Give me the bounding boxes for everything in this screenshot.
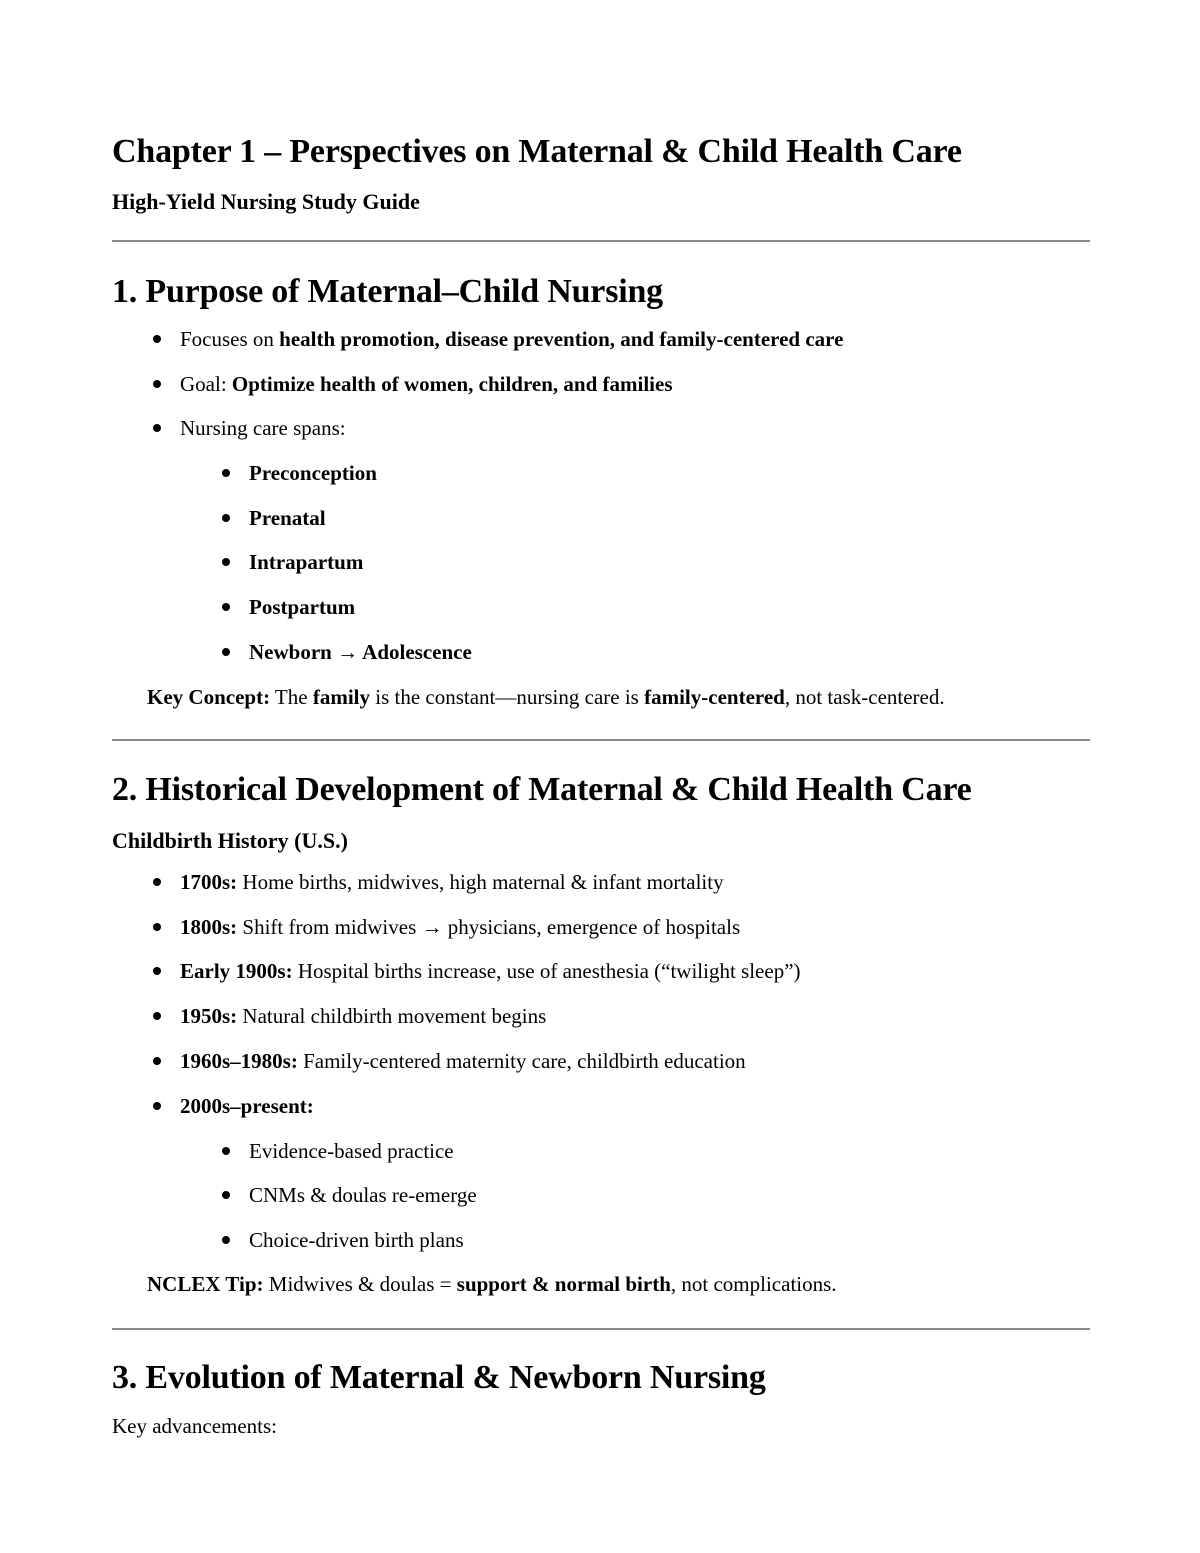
section-heading-purpose: 1. Purpose of Maternal–Child Nursing bbox=[112, 273, 663, 310]
sub-list-item: Preconception bbox=[249, 461, 377, 485]
list-item: Goal: Optimize health of women, children, and families bbox=[180, 372, 673, 396]
bullet-icon bbox=[222, 1236, 230, 1244]
document-subtitle: High-Yield Nursing Study Guide bbox=[112, 189, 420, 214]
bullet-icon bbox=[153, 424, 161, 432]
section-intro-text: Key advancements: bbox=[112, 1414, 278, 1438]
bullet-icon bbox=[222, 514, 230, 522]
bullet-icon bbox=[222, 603, 230, 611]
list-item: Focuses on health promotion, disease prevention, and family-centered care bbox=[180, 327, 844, 351]
section-heading-evolution: 3. Evolution of Maternal & Newborn Nursing bbox=[112, 1359, 766, 1396]
list-item: 2000s–present: bbox=[180, 1094, 314, 1118]
sub-list-item: Prenatal bbox=[249, 506, 326, 530]
bullet-icon bbox=[153, 878, 161, 886]
sub-list-item: CNMs & doulas re-emerge bbox=[249, 1183, 477, 1207]
subsection-heading: Childbirth History (U.S.) bbox=[112, 828, 348, 853]
key-concept-note: Key Concept: The family is the constant—nursing care is family-centered, not task-centered. bbox=[147, 685, 945, 709]
sub-list-item: Intrapartum bbox=[249, 550, 364, 574]
sub-list-item: Choice-driven birth plans bbox=[249, 1228, 464, 1252]
divider bbox=[112, 1328, 1090, 1330]
sub-list-item: Evidence-based practice bbox=[249, 1139, 454, 1163]
bullet-icon bbox=[153, 380, 161, 388]
list-item: Nursing care spans: bbox=[180, 416, 346, 440]
bullet-icon bbox=[153, 1012, 161, 1020]
divider bbox=[112, 739, 1090, 741]
bullet-icon bbox=[222, 558, 230, 566]
section-heading-history: 2. Historical Development of Maternal & Child Health Care bbox=[112, 771, 972, 808]
bullet-icon bbox=[222, 648, 230, 656]
document-title: Chapter 1 – Perspectives on Maternal & Child Health Care bbox=[112, 133, 962, 170]
bullet-icon bbox=[153, 1057, 161, 1065]
bullet-icon bbox=[153, 967, 161, 975]
sub-list-item: Newborn → Adolescence bbox=[249, 640, 472, 664]
list-item: 1960s–1980s: Family-centered maternity care, childbirth education bbox=[180, 1049, 746, 1073]
list-item: 1800s: Shift from midwives → physicians, emergence of hospitals bbox=[180, 915, 741, 939]
divider bbox=[112, 240, 1090, 242]
list-item: 1700s: Home births, midwives, high maternal & infant mortality bbox=[180, 870, 724, 894]
list-item: Early 1900s: Hospital births increase, use of anesthesia (“twilight sleep”) bbox=[180, 959, 801, 983]
bullet-icon bbox=[222, 1147, 230, 1155]
sub-list-item: Postpartum bbox=[249, 595, 356, 619]
bullet-icon bbox=[153, 335, 161, 343]
bullet-icon bbox=[153, 923, 161, 931]
nclex-tip-note: NCLEX Tip: Midwives & doulas = support & normal birth, not complications. bbox=[147, 1272, 837, 1296]
list-item: 1950s: Natural childbirth movement begins bbox=[180, 1004, 547, 1028]
bullet-icon bbox=[222, 1191, 230, 1199]
bullet-icon bbox=[222, 469, 230, 477]
bullet-icon bbox=[153, 1102, 161, 1110]
